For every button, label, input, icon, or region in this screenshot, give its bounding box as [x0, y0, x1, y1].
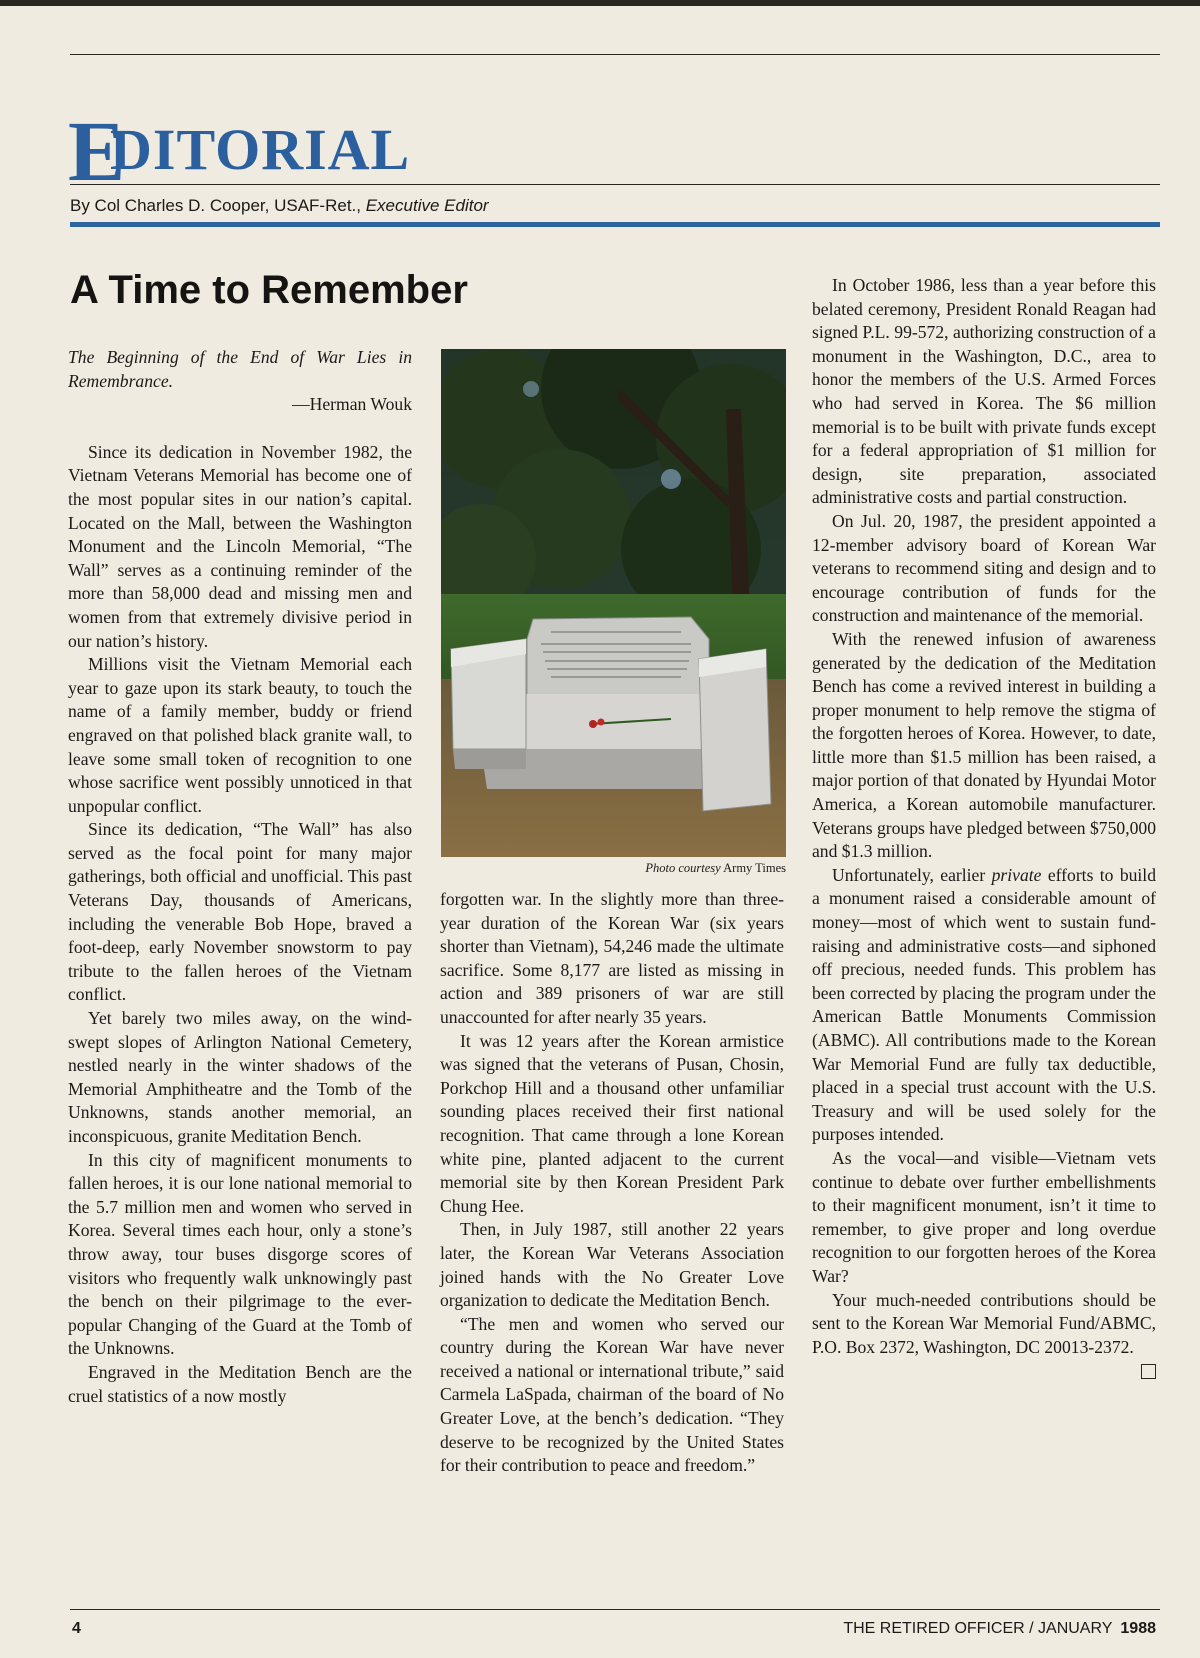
closing-paragraph: [812, 1289, 1156, 1360]
paragraph: In October 1986, less than a year before this belated ceremony, President Ronald Reagan had signed P.L. 99-572, authorizing construction of a monument in the Washington, D.C., area to honor the members of the U.S. Armed Forces who had served in Korea. The $6 million memorial is to be built with private funds except for a federal appropriation of $1 million for design, site preparation, associated administrative costs and partial construction.: [812, 275, 1156, 508]
byline: [70, 196, 970, 216]
emphasis-private: private: [991, 864, 1042, 885]
paragraph: In this city of magnificent monuments to fallen heroes, it is our lone national memorial to the 5.7 million men and women who served in Korea. Several times each hour, only a stone’s throw away, tour buses disgorge scores of visitors who frequently walk unknowingly past the bench on their pilgrimage to the ever-popular Changing of the Guard at the Tomb of the Unknowns.: [68, 1149, 412, 1359]
column-3: [812, 274, 1156, 1379]
paragraph-text: efforts to build a monument raised a considerable amount of money—most of which went to sustain fund-raising and administrative costs—and siphoned off precious, needed funds. This problem has been corrected by placing the program under the American Battle Monuments Commission (ABMC). All contributions made to the Korean War Memorial Fund are fully tax deductible, placed in a special trust account with the U.S. Treasury and will be used solely for the purposes intended.: [812, 864, 1156, 1145]
paragraph: Millions visit the Vietnam Memorial each year to gaze upon its stark beauty, to touch the name of a family member, buddy or friend engraved on that polished black granite wall, to leave some small token of recognition to one whose sacrifice went possibly unnoticed in that unpopular conflict.: [68, 654, 412, 816]
byline-author: By Col Charles D. Cooper, USAF-Ret.,: [70, 196, 361, 215]
running-footer: [843, 1620, 1156, 1638]
article-title: A Time to Remember: [70, 268, 468, 312]
column-2: [440, 888, 784, 1478]
byline-role: Executive Editor: [365, 196, 489, 215]
caption-label: Photo courtesy: [645, 861, 721, 875]
masthead: [68, 103, 668, 199]
meditation-bench-photo: [441, 349, 786, 857]
caption-source: Army Times: [723, 861, 786, 875]
paragraph: [812, 864, 1156, 1147]
masthead-word: DITORIAL: [110, 117, 411, 182]
publication-name: THE RETIRED OFFICER / JANUARY: [843, 1620, 1113, 1637]
blue-divider: [70, 222, 1160, 227]
end-mark-icon: [1141, 1364, 1156, 1379]
paragraph: Engraved in the Meditation Bench are the cruel statistics of a now mostly: [68, 1361, 412, 1406]
top-border: [0, 0, 1200, 6]
header-rule: [70, 54, 1160, 55]
paragraph: “The men and women who served our country during the Korean War have never received a national or international tribute,” said Carmela LaSpada, chairman of the board of No Greater Love, at the bench’s dedication. “They deserve to be recognized by the United States for their contribution to peace and freedom.”: [440, 1313, 784, 1476]
footer-rule: [70, 1609, 1160, 1610]
paragraph: It was 12 years after the Korean armistice was signed that the veterans of Pusan, Chosin, Porkchop Hill and a thousand other unfamiliar sounding places received their first national recognition. That came through a lone Korean white pine, planted adjacent to the current memorial site by then Korean President Park Chung Hee.: [440, 1030, 784, 1216]
paragraph: Since its dedication in November 1982, the Vietnam Veterans Memorial has become one of the most popular sites in our nation’s capital. Located on the Mall, between the Washington Monument and the Lincoln Memorial, “The Wall” serves as a continuing reminder of the more than 58,000 dead and missing men and women from that extremely divisive period in our nation’s history.: [68, 441, 412, 651]
paragraph-text: Your much-needed contributions should be sent to the Korean War Memorial Fund/ABMC, P.O. Box 2372, Washington, DC 20013-2372.: [812, 1289, 1156, 1357]
masthead-rule: [70, 184, 1160, 185]
column-1: [68, 346, 412, 1408]
paragraph: Yet barely two miles away, on the wind-swept slopes of Arlington National Cemetery, nestled nearly in the winter shadows of the Memorial Amphitheatre and the Tomb of the Unknowns, stands another memorial, an inconspicuous, granite Meditation Bench.: [68, 1008, 412, 1146]
paragraph-text: Unfortunately, earlier: [832, 864, 992, 885]
paragraph: As the vocal—and visible—Vietnam vets continue to debate over further embellishments to their magnificent monument, isn’t it time to remember, to give proper and long overdue recognition to our forgotten heroes of the Korea War?: [812, 1147, 1156, 1286]
paragraph: forgotten war. In the slightly more than three-year duration of the Korean War (six years shorter than Vietnam), 54,246 made the ultimate sacrifice. Some 8,177 are listed as missing in action and 389 prisoners of war are still unaccounted for after nearly 35 years.: [440, 889, 784, 1027]
page-number: 4: [72, 1620, 81, 1637]
paragraph: On Jul. 20, 1987, the president appointed a 12-member advisory board of Korean War veterans to recommend siting and design and to encourage contribution of funds for the construction and maintenance of the memorial.: [812, 510, 1156, 626]
epigraph-attribution: —Herman Wouk: [292, 394, 412, 415]
masthead-initial: E: [68, 103, 126, 199]
publication-year: 1988: [1120, 1620, 1156, 1637]
photo-caption: [441, 861, 786, 876]
paragraph: Then, in July 1987, still another 22 years later, the Korean War Veterans Association joined hands with the No Greater Love organization to dedicate the Meditation Bench.: [440, 1219, 784, 1311]
epigraph-quote: The Beginning of the End of War Lies in Remembrance.: [68, 347, 412, 391]
paragraph: Since its dedication, “The Wall” has also served as the focal point for many major gatherings, both official and unofficial. This past Veterans Day, thousands of Americans, including the venerable Bob Hope, braved a foot-deep, early November snowstorm to pay tribute to the fallen heroes of the Vietnam conflict.: [68, 819, 412, 1005]
paragraph: With the renewed infusion of awareness generated by the dedication of the Meditation Bench has come a revived interest in building a proper monument to help remove the stigma of the forgotten heroes of Korea. However, to date, little more than $1.5 million has been raised, a major portion of that donated by Hyundai Motor America, a Korean automobile manufacturer. Veterans groups have pledged between $750,000 and $1.3 million.: [812, 628, 1156, 862]
